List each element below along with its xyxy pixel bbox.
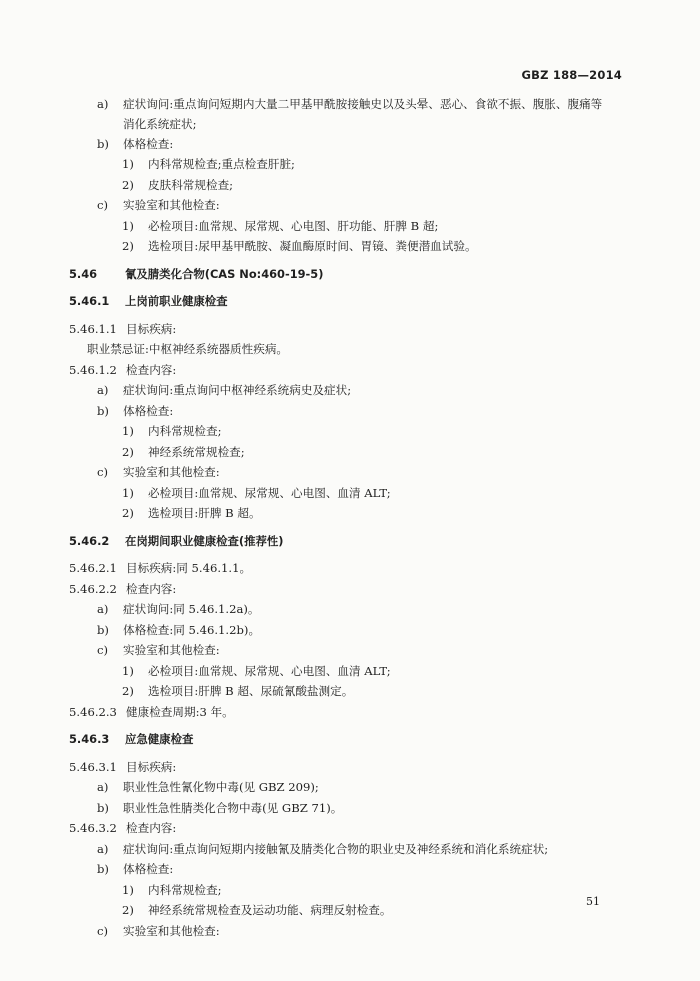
item-marker: 2) [122,684,134,698]
item-text: 症状询问:同 5.46.1.2a)。 [123,602,260,616]
list-item [0,620,700,641]
item-text: 体格检查:同 5.46.1.2b)。 [123,622,261,637]
item-marker: b) [97,862,109,876]
item-marker: 5.46.1.1 [69,321,117,336]
item-marker: a) [97,780,109,794]
item-text: 选检项目:肝脾 B 超。 [148,506,261,520]
section-title: 在岗期间职业健康检查(推荐性) [125,533,284,548]
section-title: 上岗前职业健康检查 [125,294,228,308]
item-marker: b) [97,403,109,418]
list-item [0,462,700,483]
item-marker: c) [97,923,109,938]
item-marker: 5.46.2.2 [69,581,117,596]
item-text: 实验室和其他检查: [123,465,220,479]
item-text: 内科常规检查;重点检查肝脏; [148,157,295,171]
spacer [0,524,700,531]
item-text: 职业禁忌证:中枢神经系统器质性疾病。 [87,342,289,356]
item-marker: c) [97,198,109,212]
list-item [0,599,700,620]
item-text: 体格检查: [123,136,174,151]
clause [0,558,700,579]
item-marker: 5.46.3.1 [69,759,117,774]
item-text: 实验室和其他检查: [123,198,220,212]
list-item [0,195,700,216]
spacer [0,284,700,291]
item-text: 实验室和其他检查: [123,643,220,657]
item-marker: 1) [122,485,134,500]
list-item [0,380,700,401]
item-marker: 1) [122,424,134,438]
item-text: 内科常规检查; [148,882,222,897]
page-number: 51 [586,895,600,908]
sub-list-item [0,236,700,257]
item-marker: 2) [122,444,134,459]
item-text: 检查内容: [126,362,177,377]
item-text: 目标疾病:同 5.46.1.1。 [126,561,252,575]
item-text: 必检项目:血常规、尿常规、心电图、肝功能、肝脾 B 超; [148,218,439,233]
sub-list-item [0,503,700,524]
item-marker: 1) [122,663,134,678]
section-number: 5.46.3 [69,732,110,746]
item-text: 选检项目:肝脾 B 超、尿硫氰酸盐测定。 [148,684,354,698]
list-item [0,839,700,860]
section-heading [0,729,700,750]
item-marker: a) [97,841,109,856]
sub-list-item [0,216,700,237]
item-marker: 1) [122,218,134,233]
item-text: 神经系统常规检查及运动功能、病理反射检查。 [148,903,392,917]
clause [0,757,700,778]
item-text: 检查内容: [126,581,177,596]
item-text: 健康检查周期:3 年。 [126,704,234,719]
clause [0,818,700,839]
item-text: 实验室和其他检查: [123,923,220,938]
spacer [0,551,700,558]
sub-list-item [0,442,700,463]
item-marker: b) [97,136,109,151]
item-marker: 2) [122,239,134,253]
spacer [0,257,700,264]
item-text: 皮肤科常规检查; [148,177,234,192]
section-number: 5.46.1 [69,294,110,308]
item-marker: c) [97,465,109,479]
item-text: 必检项目:血常规、尿常规、心电图、血清 ALT; [148,663,391,678]
sub-list-item [0,483,700,504]
list-item [0,859,700,880]
item-text: 选检项目:尿甲基甲酰胺、凝血酶原时间、胃镜、粪便潜血试验。 [148,239,477,253]
item-text: 消化系统症状; [123,116,197,131]
item-text: 症状询问:重点询问短期内大量二甲基甲酰胺接触史以及头晕、恶心、食欲不振、腹胀、腹痛等 [123,97,603,111]
section-number: 5.46.2 [69,533,110,548]
list-item [0,798,700,819]
clause [0,360,700,381]
item-text: 体格检查: [123,862,174,876]
item-marker: 5.46.2.3 [69,704,117,719]
clause [0,319,700,340]
clause [0,702,700,723]
item-marker: 2) [122,177,134,192]
section-title: 应急健康检查 [125,732,194,746]
list-item [0,921,700,942]
sub-list-item [0,175,700,196]
continuation-line [0,115,700,134]
section-title: 氰及腈类化合物(CAS No:460-19-5) [125,266,324,281]
standard-header: GBZ 188—2014 [521,68,622,82]
item-text: 体格检查: [123,403,174,418]
spacer [0,750,700,757]
section-heading [0,291,700,312]
item-text: 检查内容: [126,821,177,835]
item-marker: 1) [122,157,134,171]
item-marker: 2) [122,506,134,520]
item-text: 职业性急性腈类化合物中毒(见 GBZ 71)。 [123,800,343,815]
item-text: 神经系统常规检查; [148,444,245,459]
item-text: 职业性急性氰化物中毒(见 GBZ 209); [123,780,319,794]
sub-list-item [0,154,700,175]
list-item [0,640,700,661]
spacer [0,722,700,729]
sub-list-item [0,661,700,682]
item-marker: 5.46.2.1 [69,561,117,575]
item-text: 症状询问:重点询问中枢神经系统病史及症状; [123,383,352,397]
section-number: 5.46 [69,266,98,281]
item-marker: 5.46.3.2 [69,821,117,835]
list-item [0,401,700,422]
list-item [0,777,700,798]
item-text: 必检项目:血常规、尿常规、心电图、血清 ALT; [148,485,391,500]
clause [0,579,700,600]
item-marker: c) [97,643,109,657]
item-marker: a) [97,97,109,111]
spacer [0,312,700,319]
item-marker: 5.46.1.2 [69,362,117,377]
item-marker: 1) [122,882,134,897]
paragraph [0,339,700,360]
item-marker: b) [97,622,109,637]
item-marker: b) [97,800,109,815]
item-marker: a) [97,383,109,397]
item-text: 目标疾病: [126,321,177,336]
item-marker: 2) [122,903,134,917]
item-text: 目标疾病: [126,759,177,774]
section-heading [0,531,700,552]
list-item [0,134,700,155]
item-text: 内科常规检查; [148,424,222,438]
document-body [0,94,700,941]
item-text: 症状询问:重点询问短期内接触氰及腈类化合物的职业史及神经系统和消化系统症状; [123,841,549,856]
section-heading [0,264,700,285]
item-marker: a) [97,602,109,616]
sub-list-item [0,421,700,442]
list-item [0,94,700,115]
sub-list-item [0,681,700,702]
